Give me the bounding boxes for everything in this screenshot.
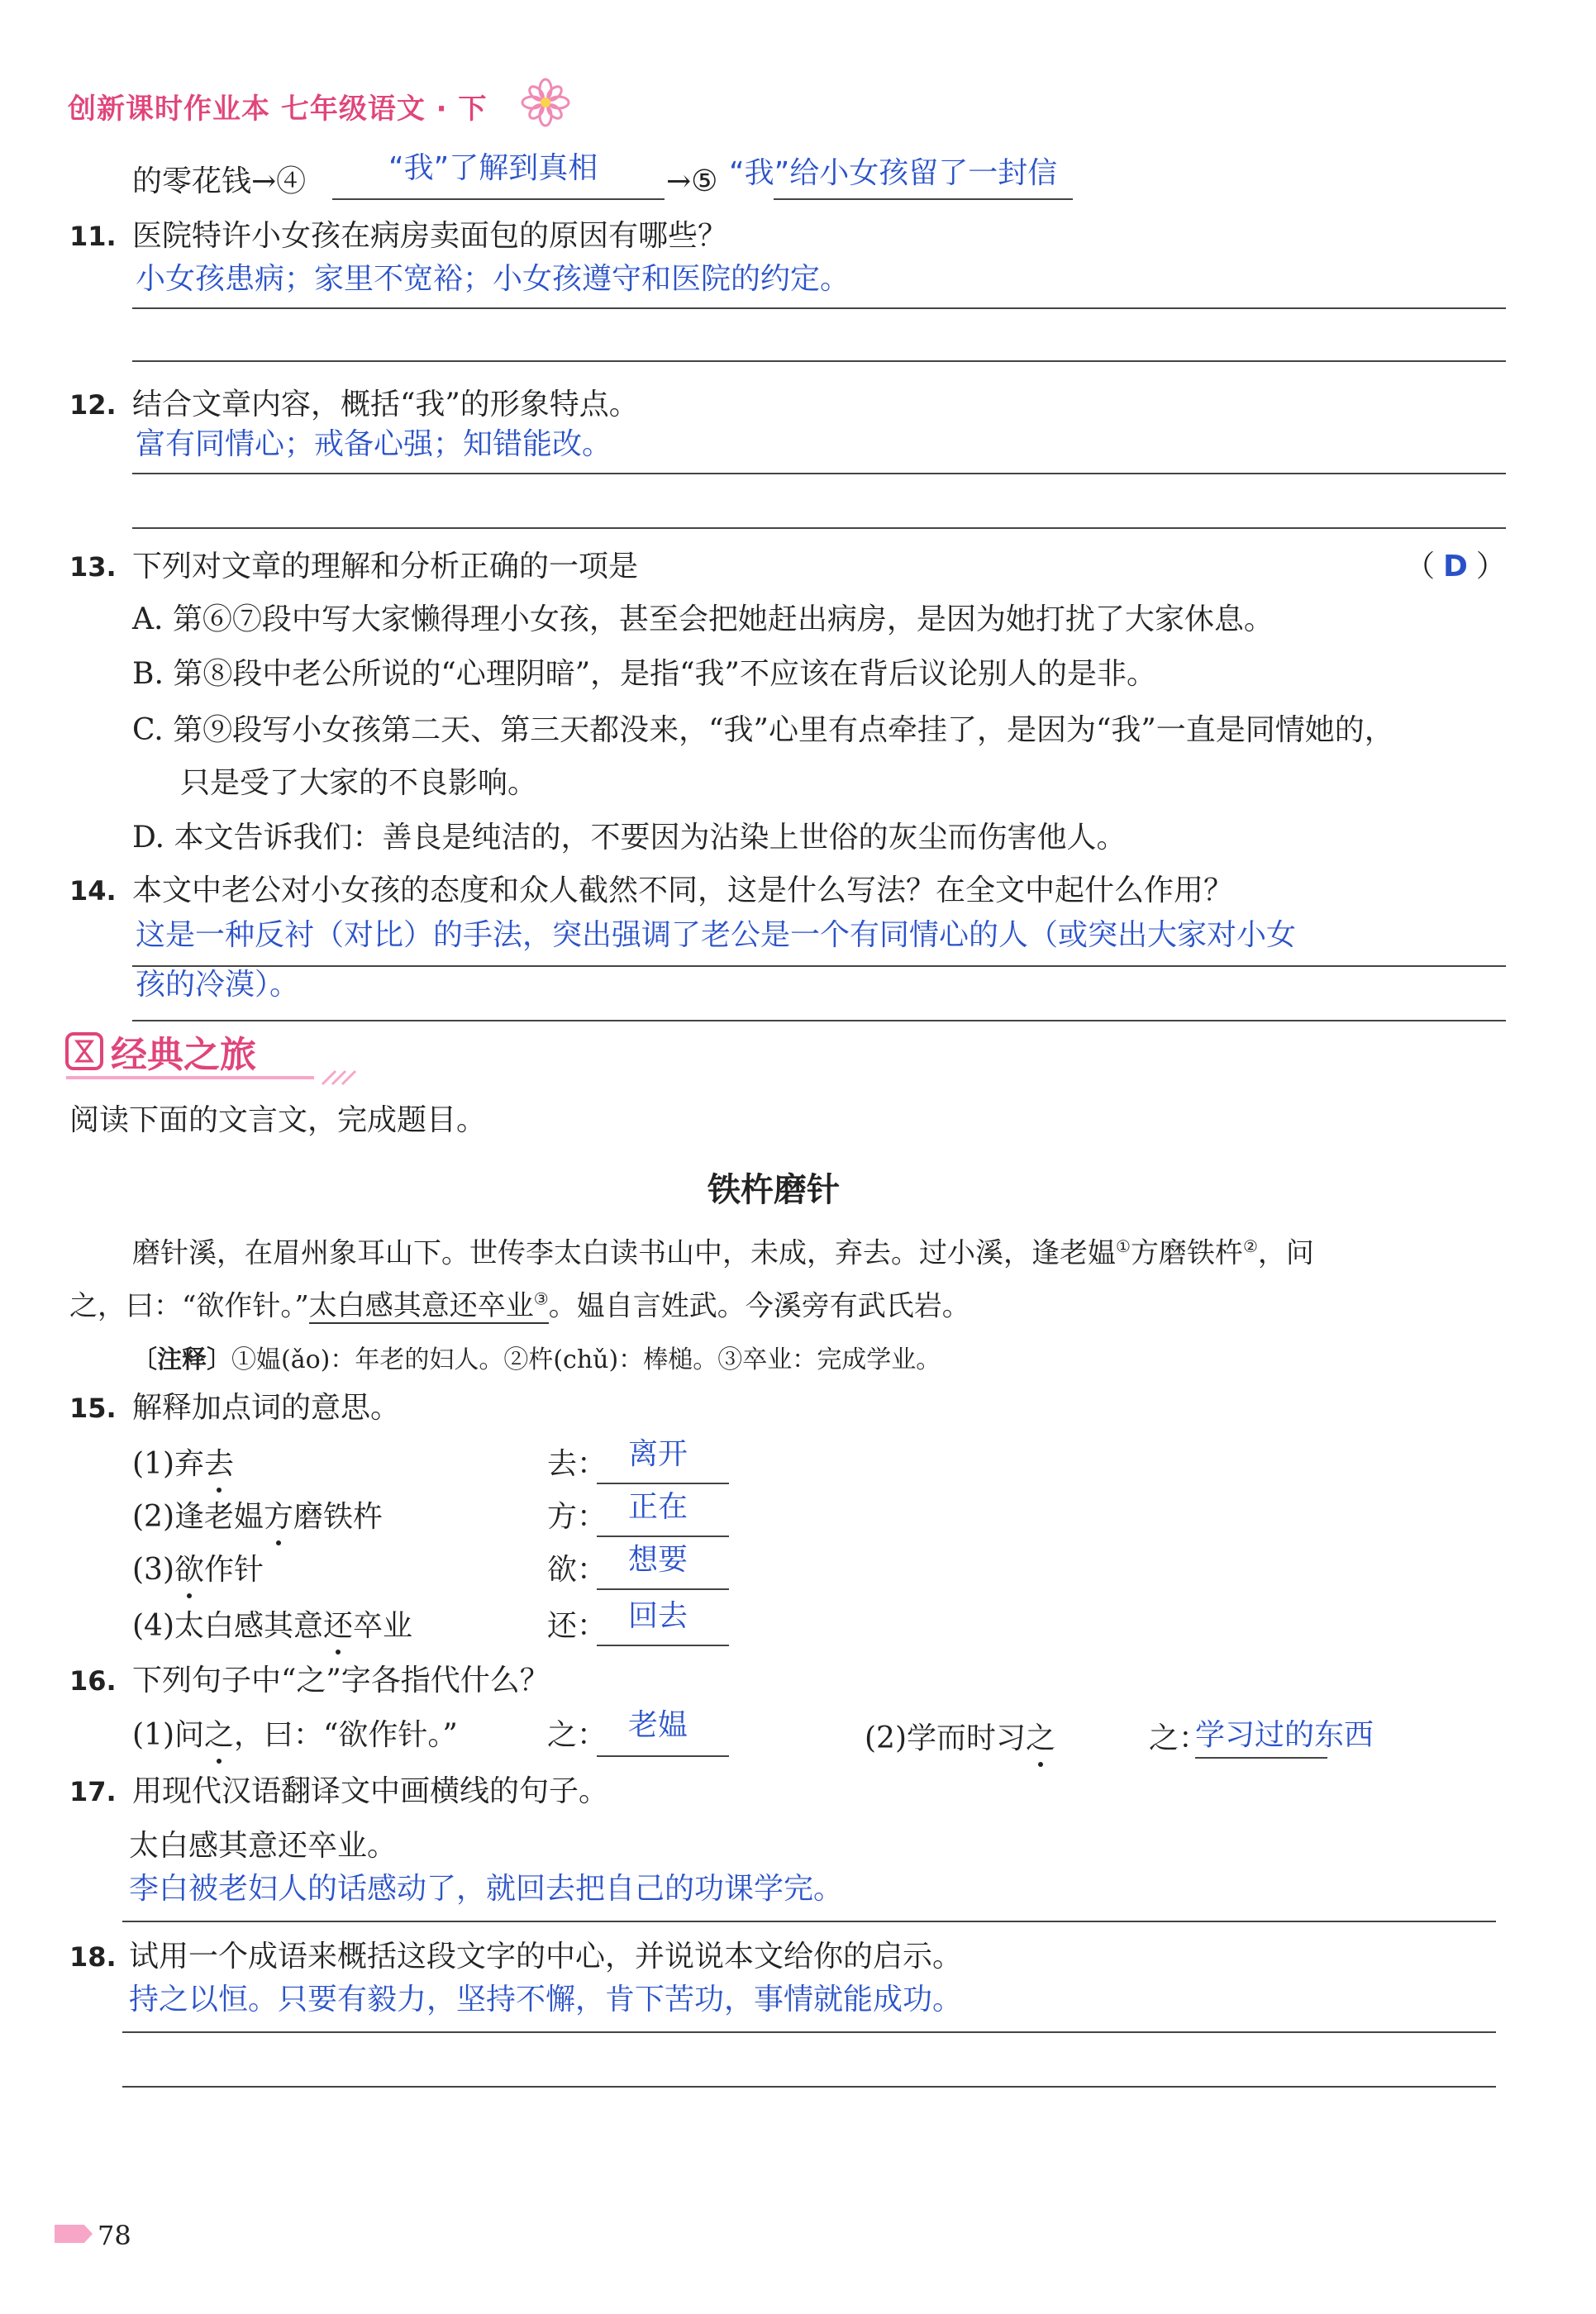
flow-prefix: 的零花钱→④ bbox=[132, 164, 307, 198]
answer-line bbox=[332, 198, 665, 200]
question-13-answer: D bbox=[1443, 550, 1468, 583]
q15-item-label: (1)弃去 bbox=[132, 1445, 234, 1484]
section-underline bbox=[66, 1069, 364, 1086]
answer-line bbox=[122, 1921, 1496, 1922]
question-number: 11. bbox=[69, 221, 117, 252]
question-18-answer: 持之以恒。只要有毅力，坚持不懈，肯下苦功，事情就能成功。 bbox=[129, 1983, 963, 2016]
question-15-text: 解释加点词的意思。 bbox=[132, 1391, 401, 1425]
q16-item-label: (1)问之，曰：“欲作针。” bbox=[132, 1716, 458, 1755]
answer-line bbox=[132, 360, 1506, 362]
section-title: 经典之旅 bbox=[111, 1034, 256, 1076]
q15-item-answer: 正在 bbox=[628, 1490, 688, 1524]
page-number: 78 bbox=[98, 2220, 131, 2251]
question-number: 17. bbox=[69, 1776, 117, 1807]
answer-line bbox=[597, 1645, 729, 1646]
flow-answer-5: “我”给小女孩留了一封信 bbox=[729, 156, 1058, 190]
passage-line-2 bbox=[69, 1279, 970, 1326]
option-a: A. 第⑥⑦段中写大家懒得理小女孩，甚至会把她赶出病房，是因为她打扰了大家休息。 bbox=[132, 602, 1274, 636]
answer-line bbox=[132, 527, 1506, 529]
passage-text: 太白感其意还卒业 bbox=[308, 1289, 534, 1323]
q16-item-key: 之： bbox=[1149, 1721, 1209, 1755]
question-12-answer: 富有同情心；戒备心强；知错能改。 bbox=[136, 427, 612, 461]
book-header: 创新课时作业本 七年级语文 · 下 bbox=[68, 93, 488, 126]
q16-item-answer: 学习过的东西 bbox=[1195, 1718, 1374, 1752]
q16-item-answer: 老媪 bbox=[628, 1708, 688, 1742]
q15-item-key: 还： bbox=[547, 1609, 607, 1643]
question-number: 16. bbox=[69, 1665, 117, 1697]
question-18-text: 试用一个成语来概括这段文字的中心，并说说本文给你的启示。 bbox=[129, 1940, 963, 1974]
answer-line bbox=[122, 2086, 1496, 2088]
q15-item-key: 去： bbox=[547, 1447, 607, 1481]
q16-item-key: 之： bbox=[547, 1718, 607, 1752]
answer-line bbox=[774, 198, 1073, 200]
answer-line bbox=[597, 1755, 729, 1757]
answer-line bbox=[132, 1020, 1506, 1021]
question-number: 15. bbox=[69, 1393, 117, 1424]
passage-text: 磨针溪，在眉州象耳山下。世传李太白读书山中，未成，弃去。过小溪，逢老媪 bbox=[132, 1236, 1116, 1270]
annotation-label: 〔注释〕 bbox=[132, 1345, 231, 1374]
option-c: C. 第⑨段写小女孩第二天、第三天都没来，“我”心里有点牵挂了，是因为“我”一直是同情她的， bbox=[132, 713, 1394, 747]
hourglass-icon bbox=[64, 1031, 104, 1071]
annotation-text: ①媪(ǎo)：年老的妇人。②杵(chǔ)：棒槌。③卒业：完成学业。 bbox=[231, 1345, 941, 1374]
q15-item-answer: 回去 bbox=[628, 1599, 688, 1633]
footnote-marker: ① bbox=[1116, 1236, 1131, 1256]
question-14-answer-line1: 这是一种反衬（对比）的手法，突出强调了老公是一个有同情心的人（或突出大家对小女 bbox=[136, 918, 1297, 952]
q15-item-label: (4)太白感其意还卒业 bbox=[132, 1607, 412, 1646]
q15-item-key: 方： bbox=[547, 1500, 607, 1534]
q15-item-label: (2)逢老媪方磨铁杵 bbox=[132, 1497, 383, 1537]
question-14-answer-line2: 孩的冷漠）。 bbox=[136, 968, 300, 1002]
question-17-answer: 李白被老妇人的话感动了，就回去把自己的功课学完。 bbox=[129, 1872, 844, 1906]
passage-text: 之，曰：“欲作针。” bbox=[69, 1289, 309, 1323]
q15-item-answer: 想要 bbox=[628, 1543, 688, 1577]
option-d: D. 本文告诉我们：善良是纯洁的，不要因为沾染上世俗的灰尘而伤害他人。 bbox=[132, 821, 1127, 855]
flow-arrow: →⑤ bbox=[666, 164, 718, 198]
question-13-text: 下列对文章的理解和分析正确的一项是 bbox=[132, 550, 639, 583]
passage-line-1 bbox=[132, 1226, 1314, 1273]
question-17-text: 用现代汉语翻译文中画横线的句子。 bbox=[132, 1774, 609, 1808]
answer-line bbox=[122, 2031, 1496, 2033]
flow-answer-4: “我”了解到真相 bbox=[388, 151, 598, 185]
answer-line bbox=[597, 1588, 729, 1590]
q16-item-label: (2)学而时习之 bbox=[865, 1719, 1055, 1759]
question-number: 12. bbox=[69, 389, 117, 421]
q15-item-key: 欲： bbox=[547, 1553, 607, 1587]
q15-item-answer: 离开 bbox=[628, 1437, 688, 1471]
answer-line bbox=[132, 965, 1506, 967]
passage-text: ，问 bbox=[1257, 1236, 1314, 1270]
passage-text: 方磨铁杵 bbox=[1130, 1236, 1243, 1270]
page-marker-icon bbox=[55, 2225, 93, 2243]
answer-line bbox=[597, 1483, 729, 1484]
option-c-continued: 只是受了大家的不良影响。 bbox=[180, 766, 538, 800]
answer-line bbox=[132, 307, 1506, 309]
sentence-to-translate: 太白感其意还卒业。 bbox=[129, 1829, 398, 1863]
answer-line bbox=[1195, 1757, 1327, 1759]
footnote-marker: ③ bbox=[533, 1289, 549, 1309]
annotation bbox=[132, 1339, 941, 1375]
question-14-text: 本文中老公对小女孩的态度和众人截然不同，这是什么写法？在全文中起什么作用？ bbox=[132, 874, 1234, 907]
question-11-text: 医院特许小女孩在病房卖面包的原因有哪些？ bbox=[132, 219, 728, 253]
footnote-marker: ② bbox=[1242, 1236, 1258, 1256]
q15-item-label: (3)欲作针 bbox=[132, 1550, 264, 1590]
answer-line bbox=[597, 1536, 729, 1537]
question-16-text: 下列句子中“之”字各指代什么？ bbox=[132, 1664, 550, 1697]
question-number: 13. bbox=[69, 551, 117, 583]
option-b: B. 第⑧段中老公所说的“心理阴暗”，是指“我”不应该在背后议论别人的是非。 bbox=[132, 657, 1156, 691]
underlined-sentence bbox=[309, 1289, 549, 1324]
reading-instruction: 阅读下面的文言文，完成题目。 bbox=[69, 1103, 487, 1137]
question-number: 18. bbox=[69, 1941, 117, 1973]
answer-bracket: （ D ） bbox=[1405, 550, 1506, 583]
answer-line bbox=[132, 473, 1506, 474]
question-number: 14. bbox=[69, 875, 117, 907]
passage-title: 铁杵磨针 bbox=[707, 1171, 840, 1209]
question-11-answer: 小女孩患病；家里不宽裕；小女孩遵守和医院的约定。 bbox=[136, 262, 850, 296]
passage-text: 。媪自言姓武。今溪旁有武氏岩。 bbox=[548, 1289, 970, 1323]
question-12-text: 结合文章内容，概括“我”的形象特点。 bbox=[132, 388, 639, 421]
flower-icon bbox=[521, 78, 570, 127]
